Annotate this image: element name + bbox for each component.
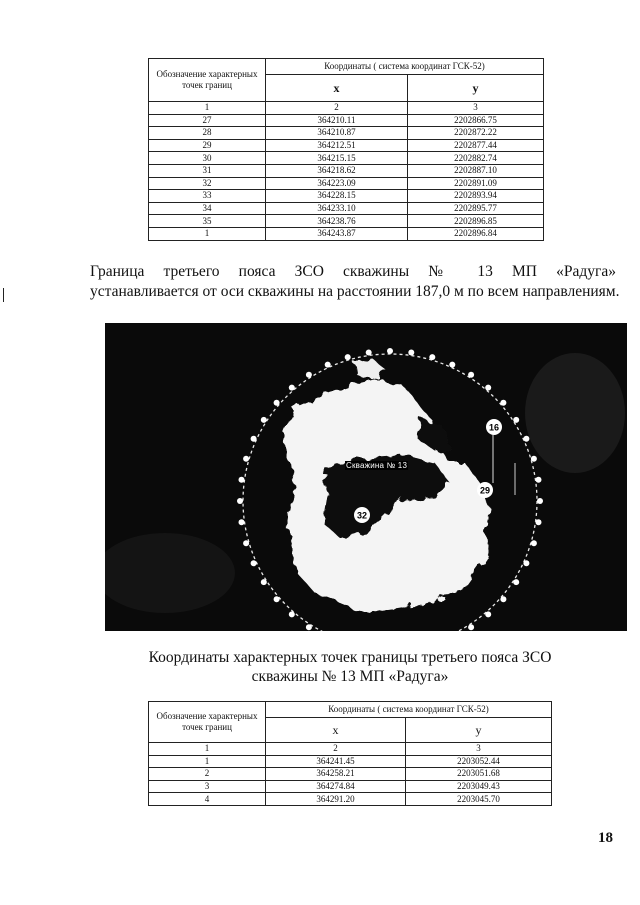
column-number-2: 2	[266, 102, 408, 115]
x-cell: 364215.15	[266, 152, 408, 165]
point-cell: 31	[149, 164, 266, 177]
boundary-paragraph	[90, 262, 620, 302]
x-cell: 364274.84	[266, 780, 406, 793]
boundary-point-dot	[306, 624, 312, 630]
point-cell: 1	[149, 227, 266, 240]
boundary-point-dot	[261, 417, 267, 423]
y-cell: 2202866.75	[408, 114, 544, 127]
svg-text:29: 29	[479, 485, 491, 496]
satellite-map	[105, 323, 627, 631]
map-svg	[105, 323, 627, 631]
header-y: y	[406, 718, 552, 743]
marker-29	[477, 482, 493, 498]
boundary-point-dot	[306, 372, 312, 378]
boundary-point-dot	[500, 400, 506, 406]
header-x: x	[266, 75, 408, 102]
boundary-point-dot	[251, 436, 257, 442]
x-cell: 364243.87	[266, 227, 408, 240]
y-cell: 2202877.44	[408, 139, 544, 152]
boundary-point-dot	[289, 611, 295, 617]
table-row	[149, 127, 544, 140]
caption-line-1: Координаты характерных точек границы третьего пояса ЗСО	[148, 649, 552, 666]
header-coordinates: Координаты ( система координат ГСК-52)	[266, 702, 552, 718]
x-cell: 364291.20	[266, 793, 406, 806]
header-designation: Обозначение характерных точек границ	[149, 702, 266, 743]
column-number-2: 2	[266, 743, 406, 756]
table-row	[149, 768, 552, 781]
y-cell: 2202896.84	[408, 227, 544, 240]
boundary-point-dot	[536, 519, 542, 525]
table-row	[149, 152, 544, 165]
boundary-point-dot	[536, 477, 542, 483]
point-cell: 1	[149, 755, 266, 768]
table-row	[149, 780, 552, 793]
x-cell: 364210.11	[266, 114, 408, 127]
x-cell: 364218.62	[266, 164, 408, 177]
y-cell: 2202896.85	[408, 215, 544, 228]
well-label: Скважина № 13	[346, 461, 408, 470]
svg-text:32: 32	[356, 510, 368, 521]
table-row	[149, 793, 552, 806]
boundary-point-dot	[523, 436, 529, 442]
point-cell: 4	[149, 793, 266, 806]
margin-mark	[3, 288, 4, 302]
boundary-point-dot	[408, 350, 414, 356]
boundary-point-dot	[243, 456, 249, 462]
header-y: y	[408, 75, 544, 102]
y-cell: 2202893.94	[408, 190, 544, 203]
y-cell: 2203051.68	[406, 768, 552, 781]
boundary-point-dot	[239, 477, 245, 483]
boundary-point-dot	[500, 596, 506, 602]
column-number-3: 3	[408, 102, 544, 115]
point-cell: 29	[149, 139, 266, 152]
boundary-point-dot	[485, 611, 491, 617]
coordinates-table-bottom	[148, 701, 552, 806]
boundary-point-dot	[449, 362, 455, 368]
boundary-point-dot	[239, 519, 245, 525]
boundary-point-dot	[251, 560, 257, 566]
boundary-point-dot	[289, 385, 295, 391]
boundary-point-dot	[274, 400, 280, 406]
paragraph-line-2: устанавливается от оси скважины на расстоянии 187,0 м по всем направлениям.	[90, 283, 620, 300]
table-row	[149, 139, 544, 152]
boundary-point-dot	[274, 596, 280, 602]
x-cell: 364223.09	[266, 177, 408, 190]
boundary-point-dot	[243, 540, 249, 546]
point-cell: 27	[149, 114, 266, 127]
x-cell: 364212.51	[266, 139, 408, 152]
column-number-1: 1	[149, 102, 266, 115]
y-cell: 2203045.70	[406, 793, 552, 806]
marker-32	[354, 507, 370, 523]
y-cell: 2202895.77	[408, 202, 544, 215]
point-cell: 30	[149, 152, 266, 165]
x-cell: 364228.15	[266, 190, 408, 203]
boundary-point-dot	[513, 417, 519, 423]
point-cell: 35	[149, 215, 266, 228]
table-caption	[120, 648, 580, 686]
paragraph-line-1: Граница третьего пояса ЗСО скважины № 13 МП «Радуга»	[90, 263, 616, 280]
boundary-point-dot	[325, 362, 331, 368]
table-row	[149, 164, 544, 177]
marker-16	[486, 419, 502, 435]
table-row	[149, 190, 544, 203]
table-row	[149, 202, 544, 215]
boundary-point-dot	[237, 498, 243, 504]
page-number: 18	[598, 830, 613, 846]
boundary-point-dot	[429, 354, 435, 360]
point-cell: 32	[149, 177, 266, 190]
x-cell: 364233.10	[266, 202, 408, 215]
y-cell: 2202887.10	[408, 164, 544, 177]
boundary-point-dot	[531, 456, 537, 462]
y-cell: 2202872.22	[408, 127, 544, 140]
boundary-point-dot	[468, 624, 474, 630]
y-cell: 2202891.09	[408, 177, 544, 190]
y-cell: 2203052.44	[406, 755, 552, 768]
y-cell: 2202882.74	[408, 152, 544, 165]
point-cell: 28	[149, 127, 266, 140]
x-cell: 364241.45	[266, 755, 406, 768]
table-row	[149, 215, 544, 228]
svg-text:16: 16	[488, 422, 500, 433]
coordinates-table-top	[148, 58, 544, 241]
boundary-point-dot	[345, 354, 351, 360]
boundary-point-dot	[387, 348, 393, 354]
header-x: x	[266, 718, 406, 743]
boundary-point-dot	[366, 350, 372, 356]
boundary-point-dot	[523, 560, 529, 566]
caption-line-2: скважины № 13 МП «Радуга»	[251, 668, 449, 685]
boundary-point-dot	[261, 579, 267, 585]
boundary-point-dot	[537, 498, 543, 504]
point-cell: 2	[149, 768, 266, 781]
point-cell: 34	[149, 202, 266, 215]
table-row	[149, 177, 544, 190]
header-designation: Обозначение характерных точек границ	[149, 59, 266, 102]
column-number-3: 3	[406, 743, 552, 756]
y-cell: 2203049.43	[406, 780, 552, 793]
table-row	[149, 227, 544, 240]
point-cell: 33	[149, 190, 266, 203]
boundary-point-dot	[485, 385, 491, 391]
point-cell: 3	[149, 780, 266, 793]
boundary-point-dot	[513, 579, 519, 585]
x-cell: 364210.87	[266, 127, 408, 140]
boundary-point-dot	[531, 540, 537, 546]
column-number-1: 1	[149, 743, 266, 756]
header-coordinates: Координаты ( система координат ГСК-52)	[266, 59, 544, 75]
table-row	[149, 755, 552, 768]
x-cell: 364238.76	[266, 215, 408, 228]
x-cell: 364258.21	[266, 768, 406, 781]
boundary-point-dot	[468, 372, 474, 378]
table-row	[149, 114, 544, 127]
